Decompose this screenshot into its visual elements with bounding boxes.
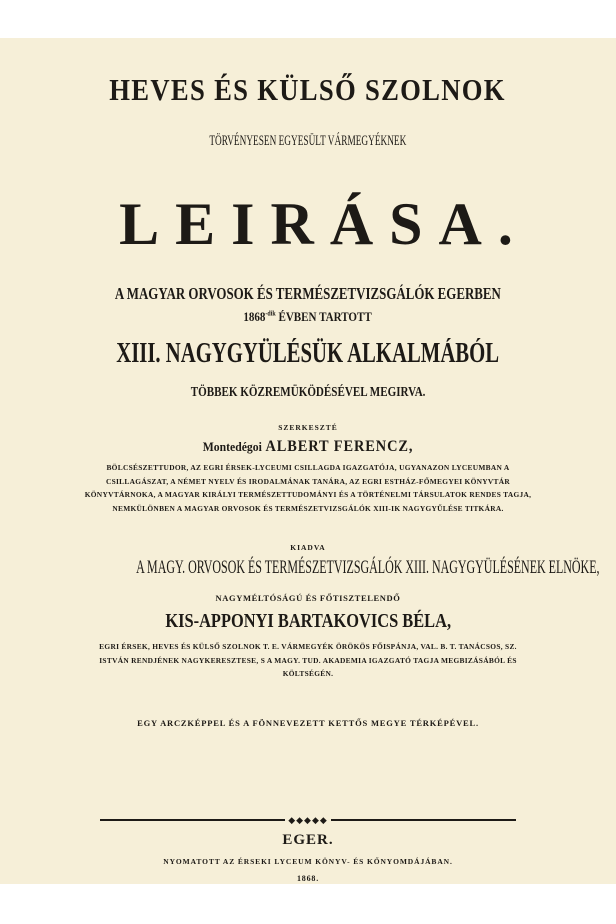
- title-page: [0, 38, 616, 884]
- occasion-line-1: A MAGYAR ORVOSOK ÉS TERMÉSZETVIZSGÁLÓK EGERBEN: [115, 284, 501, 303]
- year: 1868: [243, 309, 266, 324]
- ornament-divider: [100, 815, 516, 825]
- imprint-city: EGER.: [282, 832, 334, 848]
- publisher-titles: EGRI ÉRSEK, HEVES ÉS KÜLSŐ SZOLNOK T. E. VÁRMEGYÉK ÖRÖKÖS FŐISPÁNJA, VAL. B. T. TANÁCSOS, SZ. ISTVÁN RENDJÉNEK NAGYKERESZTESE, S A MAGY. TUD. AKADEMIA IGAZGATÓ TAGJA MEGBIZÁSÁBÓL ÉS KÖLTSÉGÉN.: [99, 642, 517, 679]
- editor-name-prefix: Montedégoi: [202, 439, 262, 454]
- editor-name-main: ALBERT FERENCZ,: [265, 438, 414, 455]
- title-line-1: HEVES ÉS KÜLSŐ SZOLNOK: [109, 72, 507, 107]
- occasion-line-4: TÖBBEK KÖZREMÜKÖDÉSÉVEL MEGIRVA.: [190, 384, 426, 399]
- imprint-year: 1868.: [297, 874, 319, 883]
- occasion-line-2-rest: ÉVBEN TARTOTT: [278, 309, 373, 324]
- editor-titles: BÖLCSÉSZETTUDOR, AZ EGRI ÉRSEK-LYCEUMI CSILLAGDA IGAZGATÓJA, UGYANAZON LYCEUMBAN A CSILLAGÁSZAT, A NÉMET NYELV ÉS IRODALMÁNAK TANÁRA, AZ EGRI ESTHÁZ-FŐMEGYEI KÖNYVTÁR KÖNYVTÁRNOKA, A MAGYAR KIRÁLYI TERMÉSZETTUDOMÁNYI ÉS A TÖRTÉNELMI TÁRSULATOK RENDES TAGJA, NEMKÜLÖNBEN A MAGYAR ORVOSOK ÉS TERMÉSZETVIZSGÁLÓK XIII-IK NAGYGYŰLÉSE TITKÁRA.: [84, 463, 532, 513]
- ornament-icon: ◆◆◆◆◆: [288, 814, 328, 825]
- publisher-label: KIADVA: [290, 543, 326, 552]
- publisher-line-1: A MAGY. ORVOSOK ÉS TERMÉSZETVIZSGÁLÓK XIII. NAGYGYÜLÉSÉNEK ELNÖKE,: [136, 557, 600, 578]
- occasion-line-3: XIII. NAGYGYÜLÉSÜK ALKALMÁBÓL: [116, 338, 500, 369]
- illustration-note: EGY ARCZKÉPPEL ÉS A FÖNNEVEZETT KETTŐS MEGYE TÉRKÉPÉVEL.: [137, 718, 479, 728]
- editor-name: [0, 438, 616, 456]
- editor-label: SZERKESZTÉ: [278, 423, 338, 432]
- publisher-name: KIS-APPONYI BARTAKOVICS BÉLA,: [165, 610, 451, 632]
- imprint-printer: NYOMATOTT AZ ÉRSEKI LYCEUM KÖNYV- ÉS KŐNYOMDÁJÁBAN.: [163, 857, 453, 866]
- title-line-2: TÖRVÉNYESEN EGYESÜLT VÁRMEGYÉKNEK: [209, 133, 407, 149]
- divider-rule-left: [100, 819, 285, 821]
- divider-rule-right: [331, 819, 516, 821]
- publisher-honorific: NAGYMÉLTÓSÁGÚ ÉS FŐTISZTELENDŐ: [215, 593, 401, 603]
- occasion-line-2: [0, 309, 616, 325]
- year-suffix: -dik: [265, 309, 277, 318]
- main-title: LEIRÁSA.: [119, 191, 529, 257]
